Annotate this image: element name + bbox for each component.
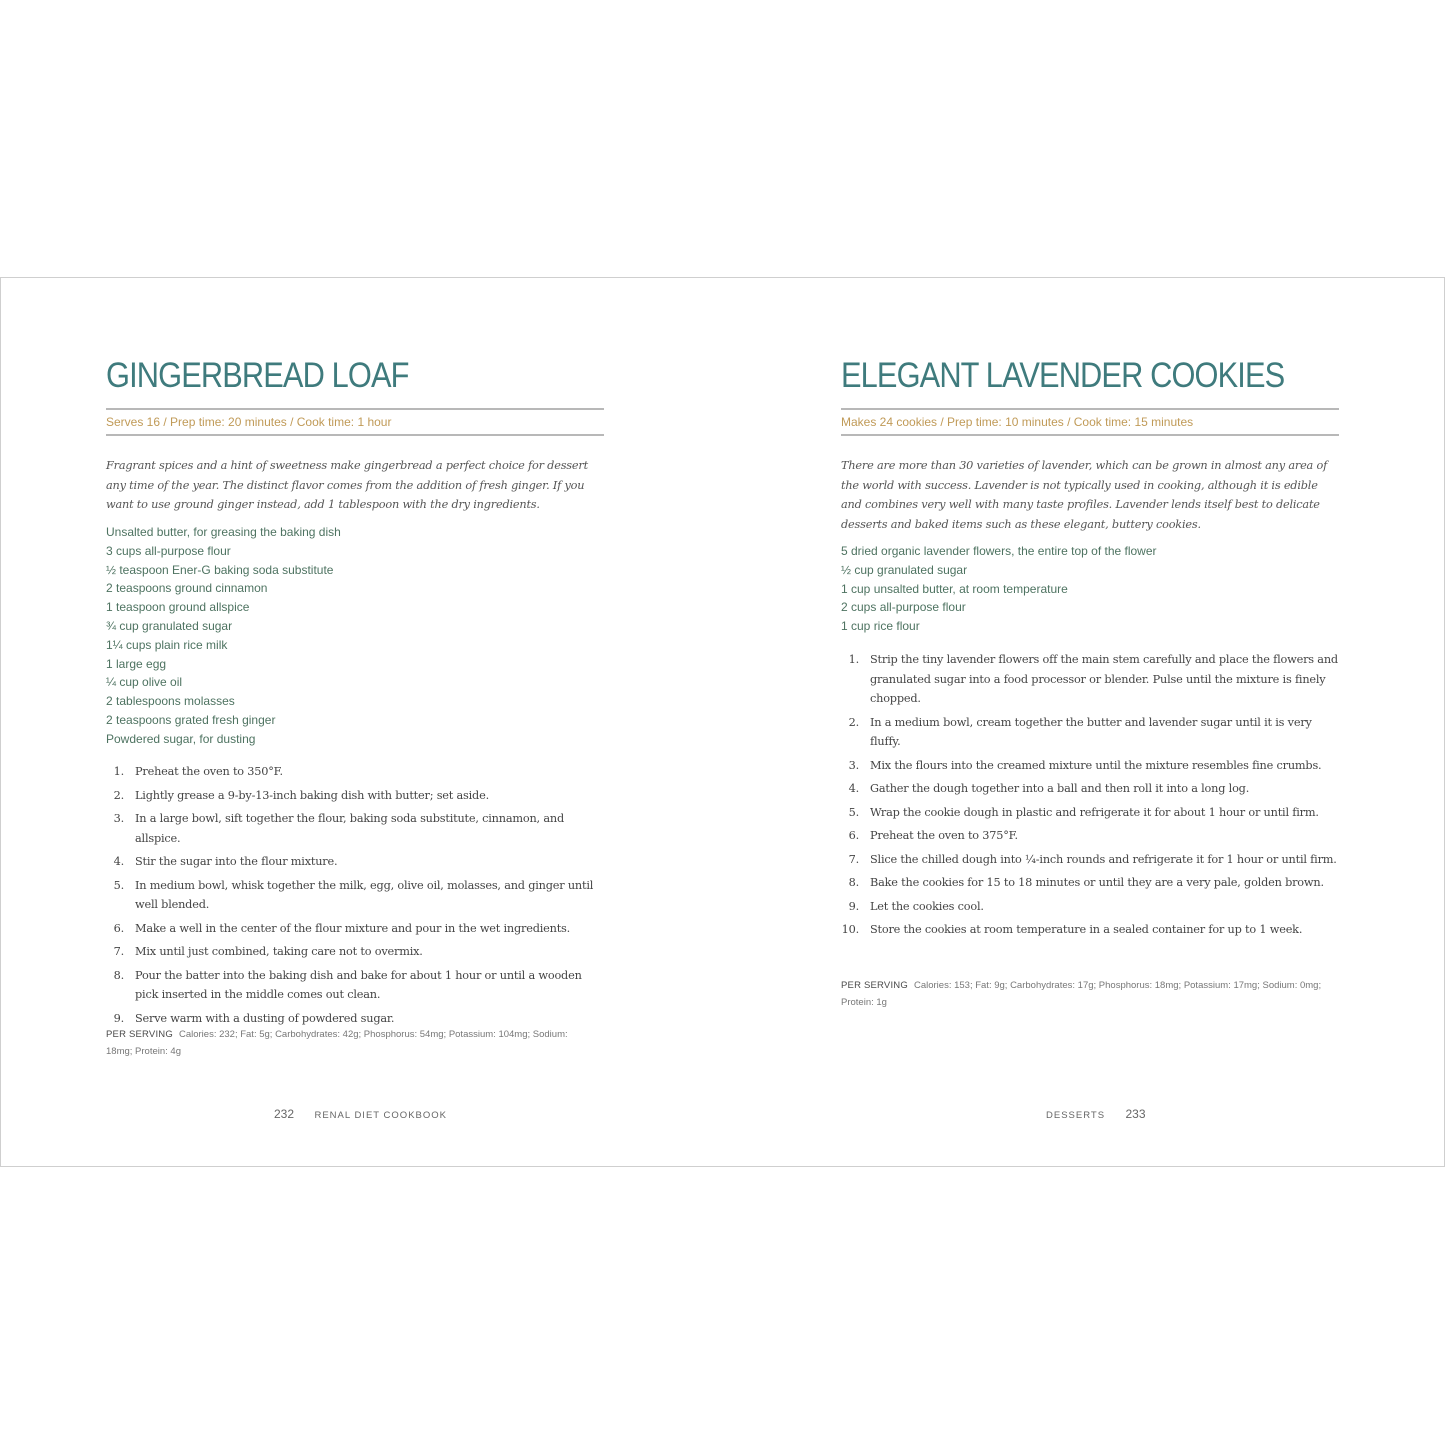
step-item (841, 850, 1341, 870)
step-number: 9. (113, 1011, 124, 1025)
step-item (841, 873, 1341, 893)
step-item (106, 809, 604, 848)
book-spread (0, 277, 1445, 1167)
step-item (106, 852, 604, 872)
recipe-title: GINGERBREAD LOAF (106, 356, 409, 395)
step-number: 2. (113, 788, 124, 802)
step-number: 8. (848, 876, 859, 889)
step-text: Slice the chilled dough into ¼-inch rounds and refrigerate it for 1 hour or until firm. (870, 852, 1337, 866)
ingredient-item: 1¼ cups plain rice milk (106, 637, 228, 652)
ingredient-item: 1 cup rice flour (841, 619, 920, 634)
nutrition-info (106, 1027, 596, 1060)
step-number: 4. (848, 782, 859, 795)
step-number: 7. (113, 945, 124, 958)
ingredient-item: ¾ cup granulated sugar (106, 618, 233, 633)
ingredient-item: Powdered sugar, for dusting (106, 731, 256, 746)
ingredient-item: 1 large egg (106, 656, 167, 671)
per-serving-label: PER SERVING (106, 1029, 173, 1040)
step-item (106, 919, 604, 939)
step-text: Make a well in the center of the flour mixture and pour in the wet ingredients. (135, 921, 571, 935)
ingredient-item: 1 teaspoon ground allspice (106, 600, 250, 615)
page-number: 232 (274, 1107, 295, 1121)
step-number: 4. (113, 855, 124, 868)
step-text: Store the cookies at room temperature in a sealed container for up to 1 week. (870, 923, 1303, 936)
step-number: 9. (848, 899, 859, 913)
step-text: Stir the sugar into the flour mixture. (135, 855, 338, 868)
step-number: 7. (848, 852, 859, 866)
recipe-intro: Fragrant spices and a hint of sweetness make gingerbread a perfect choice for dessert any time of the year. The distinct flavor comes from the addition of fresh ginger. If you want to use ground ginger instead, add 1 tablespoon with the dry ingredients. (106, 459, 588, 511)
step-number: 6. (848, 829, 859, 842)
recipe-meta: Serves 16 / Prep time: 20 minutes / Cook time: 1 hour (106, 408, 604, 436)
step-item (106, 1009, 604, 1029)
nutrition-values: Calories: 153; Fat: 9g; Carbohydrates: 17g; Phosphorus: 18mg; Potassium: 17mg; Sodium: 0mg; Protein: 1g (841, 980, 1322, 1008)
ingredient-item: 2 cups all-purpose flour (841, 600, 966, 615)
step-text: Preheat the oven to 350°F. (135, 765, 283, 778)
page-footer (274, 1105, 447, 1123)
recipe-meta: Makes 24 cookies / Prep time: 10 minutes / Cook time: 15 minutes (841, 408, 1339, 436)
step-list (841, 650, 1341, 944)
step-item (106, 762, 604, 782)
recipe-intro: There are more than 30 varieties of lavender, which can be grown in almost any area of the world with success. Lavender is not typically used in cooking, although it is edible and combines very well with many taste profiles. Lavender lends itself best to delicate desserts and baked items such as these elegant, buttery cookies. (841, 459, 1328, 531)
step-item (841, 826, 1341, 846)
step-item (841, 897, 1341, 917)
ingredient-item: ¼ cup olive oil (106, 675, 183, 690)
step-text: Serve warm with a dusting of powdered sugar. (135, 1011, 395, 1025)
step-text: Mix the flours into the creamed mixture until the mixture resembles fine crumbs. (870, 758, 1322, 772)
running-head: DESSERTS (1046, 1110, 1106, 1121)
ingredient-item: 2 teaspoons ground cinnamon (106, 581, 268, 596)
step-number: 3. (848, 758, 859, 772)
step-text: Strip the tiny lavender flowers off the main stem carefully and place the flowers and granulated sugar into a food processor or blender. Pulse until the mixture is finely chopped. (870, 653, 1338, 705)
per-serving-label: PER SERVING (841, 980, 908, 991)
step-item (841, 920, 1341, 940)
step-item (106, 786, 604, 806)
step-item (106, 966, 604, 1005)
ingredient-list (841, 542, 1157, 636)
step-number: 10. (841, 923, 859, 936)
ingredient-item: Unsalted butter, for greasing the baking dish (106, 525, 341, 539)
nutrition-info (841, 978, 1331, 1011)
step-text: Pour the batter into the baking dish and bake for about 1 hour or until a wooden pick inserted in the middle comes out clean. (135, 968, 582, 1001)
step-number: 6. (113, 921, 124, 935)
step-number: 5. (848, 805, 859, 819)
ingredient-item: 2 teaspoons grated fresh ginger (106, 712, 276, 727)
step-number: 5. (113, 878, 124, 892)
step-number: 2. (848, 715, 859, 729)
step-text: Lightly grease a 9-by-13-inch baking dish with butter; set aside. (135, 788, 489, 802)
ingredient-item: ½ teaspoon Ener-G baking soda substitute (106, 562, 334, 577)
ingredient-item: 3 cups all-purpose flour (106, 543, 231, 558)
ingredient-list (106, 523, 341, 749)
step-item (841, 803, 1341, 823)
ingredient-item: 2 tablespoons molasses (106, 694, 235, 709)
step-text: Gather the dough together into a ball and then roll it into a long log. (870, 782, 1250, 795)
ingredient-item: 5 dried organic lavender flowers, the entire top of the flower (841, 544, 1157, 558)
running-head: RENAL DIET COOKBOOK (314, 1110, 447, 1121)
step-text: Let the cookies cool. (870, 899, 984, 913)
step-text: In a large bowl, sift together the flour, baking soda substitute, cinnamon, and allspice. (135, 812, 564, 845)
step-item (841, 756, 1341, 776)
step-text: Bake the cookies for 15 to 18 minutes or until they are a very pale, golden brown. (870, 876, 1324, 889)
nutrition-values: Calories: 232; Fat: 5g; Carbohydrates: 42g; Phosphorus: 54mg; Potassium: 104mg; Sodium: 18mg; Protein: 4g (106, 1029, 568, 1057)
step-item (106, 942, 604, 962)
ingredient-item: ½ cup granulated sugar (841, 562, 968, 577)
step-list (106, 762, 604, 1032)
step-number: 3. (113, 812, 124, 825)
page-number: 233 (1125, 1107, 1146, 1121)
step-item (841, 650, 1341, 709)
step-item (841, 779, 1341, 799)
step-text: In medium bowl, whisk together the milk, egg, olive oil, molasses, and ginger until well blended. (135, 878, 594, 911)
step-text: Preheat the oven to 375°F. (870, 829, 1018, 842)
recipe-title: ELEGANT LAVENDER COOKIES (841, 356, 1285, 395)
step-text: In a medium bowl, cream together the butter and lavender sugar until it is very fluffy. (870, 715, 1312, 748)
step-text: Wrap the cookie dough in plastic and refrigerate it for about 1 hour or until firm. (870, 805, 1319, 819)
step-number: 8. (113, 968, 124, 982)
ingredient-item: 1 cup unsalted butter, at room temperature (841, 581, 1068, 596)
step-number: 1. (848, 653, 859, 666)
step-number: 1. (113, 765, 124, 778)
step-item (106, 876, 604, 915)
step-text: Mix until just combined, taking care not to overmix. (135, 945, 423, 958)
step-item (841, 713, 1341, 752)
page-footer (1046, 1105, 1146, 1123)
